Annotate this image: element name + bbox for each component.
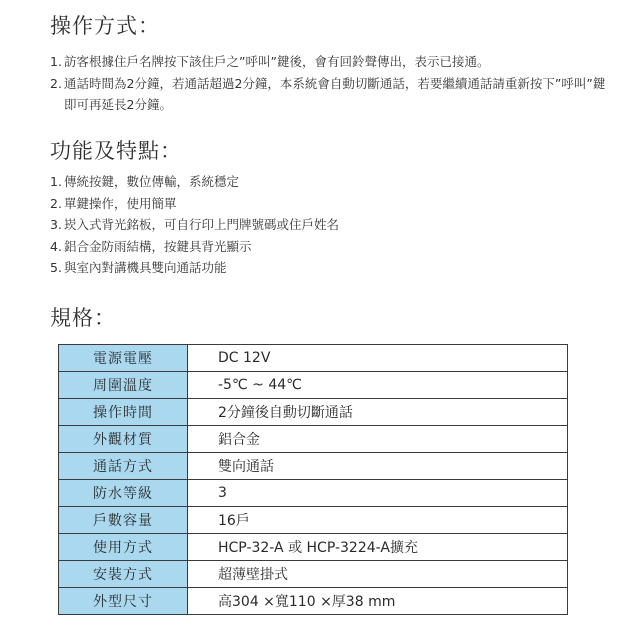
spec-label: 防水等級 <box>59 480 188 507</box>
item-text: 與室內對講機具雙向通話功能 <box>64 260 227 275</box>
spec-label: 通話方式 <box>59 453 188 480</box>
item-text: 鋁合金防雨結構，按鍵具背光顯示 <box>64 238 252 254</box>
table-row <box>59 345 568 372</box>
item-text: 傳統按鍵，數位傳輸，系統穩定 <box>64 174 240 189</box>
spec-label: 周圍溫度 <box>59 372 188 399</box>
table-row <box>59 480 568 507</box>
spec-value: 3 <box>188 480 568 507</box>
spec-value: 鋁合金 <box>188 426 568 453</box>
features-heading: 功能及特點： <box>50 139 182 163</box>
item-number: 2. <box>50 75 62 91</box>
spec-value: HCP-32-A 或 HCP-3224-A擴充 <box>188 534 568 561</box>
item-number: 1. <box>50 174 62 189</box>
spec-value: 超薄壁掛式 <box>188 561 568 588</box>
table-row <box>59 426 568 453</box>
list-item <box>50 236 610 258</box>
table-row <box>59 453 568 480</box>
spec-label: 操作時間 <box>59 399 188 426</box>
spec-label: 使用方式 <box>59 534 188 561</box>
item-text: 通話時間為2分鐘，若通話超過2分鐘，本系統會自動切斷通話，若要繼續通話請重新按下”呼叫”鍵即可再延長2分鐘。 <box>64 75 606 112</box>
spec-value: 16戶 <box>188 507 568 534</box>
spec-label: 外型尺寸 <box>59 588 188 615</box>
list-item <box>50 257 610 279</box>
spec-table <box>58 344 568 615</box>
list-item <box>50 51 610 73</box>
spec-label: 戶數容量 <box>59 507 188 534</box>
item-text: 單鍵操作，使用簡單 <box>64 195 177 211</box>
table-row <box>59 507 568 534</box>
operation-list <box>50 51 610 116</box>
spec-value: 2分鐘後自動切斷通話 <box>188 399 568 426</box>
list-item <box>50 193 610 215</box>
table-row <box>59 588 568 615</box>
spec-label: 電源電壓 <box>59 345 188 372</box>
table-row <box>59 534 568 561</box>
item-number: 5. <box>50 260 62 275</box>
spec-value: 雙向通話 <box>188 453 568 480</box>
table-row <box>59 561 568 588</box>
item-number: 1. <box>50 54 62 69</box>
spec-value: DC 12V <box>188 345 568 372</box>
item-text: 崁入式背光銘板，可自行印上門牌號碼或住戶姓名 <box>64 217 340 232</box>
list-item <box>50 73 610 116</box>
features-list <box>50 171 610 279</box>
spec-label: 外觀材質 <box>59 426 188 453</box>
list-item <box>50 214 610 236</box>
operation-heading: 操作方式： <box>50 14 160 38</box>
item-number: 2. <box>50 195 62 211</box>
spec-label: 安裝方式 <box>59 561 188 588</box>
item-number: 4. <box>50 238 62 254</box>
spec-value: 高304 ×寬110 ×厚38 mm <box>188 588 568 615</box>
item-number: 3. <box>50 217 62 232</box>
list-item <box>50 171 610 193</box>
table-row <box>59 399 568 426</box>
spec-value: -5℃ ~ 44℃ <box>188 372 568 399</box>
specs-heading: 規格： <box>50 306 116 330</box>
table-row <box>59 372 568 399</box>
item-text: 訪客根據住戶名牌按下該住戶之”呼叫”鍵後，會有回鈴聲傳出，表示已接通。 <box>64 54 490 69</box>
